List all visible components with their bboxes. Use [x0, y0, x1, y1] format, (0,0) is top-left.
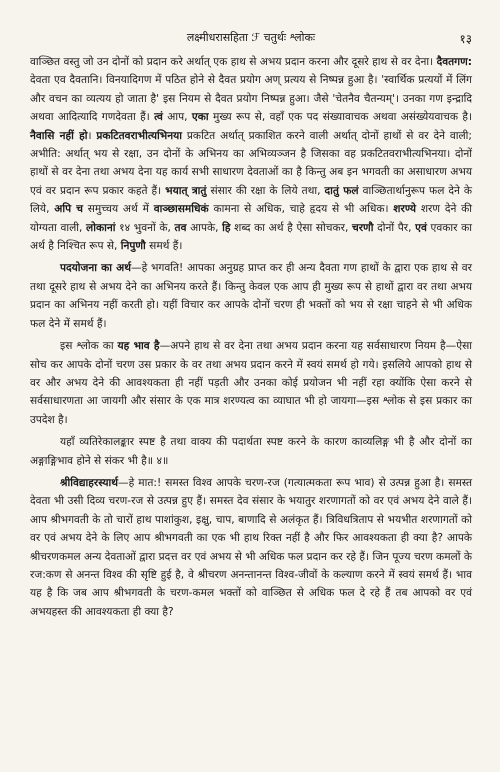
text-run: यहाँ व्यतिरेकालङ्कार स्पष्ट है तथा वाक्य की पदार्थता स्पष्ट करने के कारण काव्यलिङ्ग भी है और दोनों का अङ्गाङ्गिभाव होने से संकर भी है॥ ४॥	[30, 436, 472, 467]
bold-term: हि	[222, 221, 231, 234]
paragraph-p1	[30, 53, 472, 255]
paragraph-p2	[30, 259, 472, 333]
text-run: वाञ्छितार्थानुरूप फल देने के लिये,	[30, 184, 473, 216]
bold-term: चरणौ	[352, 221, 374, 234]
bold-term: शरण्ये	[393, 203, 417, 216]
bold-term: श्रीविद्याहरस्यार्थ	[60, 476, 119, 489]
text-run: संसार की रक्षा के लिये तथा,	[206, 184, 325, 197]
text-run: ।	[87, 129, 97, 142]
text-run: एवकार का अर्थ है निश्चित रूप से,	[30, 221, 473, 253]
text-run: दोनों पैर,	[373, 221, 416, 234]
bold-term: भयात् त्रातुं	[165, 184, 207, 197]
paragraph-p5	[30, 474, 472, 621]
text-run: शरण देने की योग्यता वाली,	[30, 203, 473, 234]
text-run: वाञ्छित वस्तु जो उन दोनों को प्रदान करे अर्थात् एक हाथ से अभय प्रदान करना और दूसरे हाथ से वर देना।	[30, 56, 437, 68]
text-run: समर्थ हैं।	[145, 240, 183, 253]
bold-term: एका	[191, 111, 209, 124]
text-run: —हे भगवति! आपका अनुग्रह प्राप्त कर ही अन्य दैवता गण हाथों के द्वारा एक हाथ से वर तथा दूसरे हाथ से अभय देने का अभिनय करते हैं। किन्तु केवल एक आप ही मुख्य रूप से हाथों द्वारा वर तथा अभय प्रदान का अभिनय नहीं करती हो। यहीं विचार कर आपके दोनों चरण ही भक्तों को भय से रक्षा चाहने से भी अधिक फल देने में समर्थ हैं।	[30, 262, 472, 330]
commentary-body	[30, 53, 472, 621]
page-number: १३	[459, 32, 472, 46]
bold-term: दैवतगण:	[436, 56, 472, 68]
paragraph-p4	[30, 433, 472, 470]
bold-term: प्रकटितवराभीत्यभिनया	[96, 129, 183, 142]
text-run: देवता एव दैवतानि। विनयादिगण में पठित होने से दैवत प्रयोग अण् प्रत्यय से निष्पन्न हुआ है। 'स्वार्थिक प्रत्ययों में लिंग और वचन का व्यत्यय हो जाता है' इस नियम से दैवत प्रयोग निष्पन्न हुआ। जैसे 'चेतनैव चैतन्यम्'। उनका गण इन्द्रादि अथवा आदित्यादि गणदेवता हैं।	[30, 74, 472, 124]
paragraph-p3	[30, 337, 472, 429]
text-run: मुख्य रूप से, वहाँ एक पद संख्यावाचक अथवा असंख्येयवाचक है।	[208, 111, 472, 124]
text-run: —हे मात:! समस्त विश्व आपके चरण-रज (गत्यात्मकता रूप भाव) से उत्पन्न हुआ है। समस्त देवता भी उसी दिव्य चरण-रज से उत्पन्न हुए हैं। समस्त देव संसार के भयातुर शरणागतों को वर एवं अभय देने वाले हैं। आप श्रीभगवती के तो चारों हाथ पाशांकुश, इक्षु, चाप, बाणादि से अलंकृत हैं। त्रिविधत्रिताप से भयभीत शरणागतों को वर एवं अभय देने के लिए आप श्रीभगवती का एक भी हाथ रिक्त नहीं है और फिर आवश्यकता ही क्या है? आपके श्रीचरणकमल अन्य देवताओं द्वारा प्रदत्त वर एवं अभय से भी अधिक फल प्रदान कर रहे हैं। जिन पूज्य चरण कमलों के रज:कण से अनन्त विश्व की सृष्टि हुई है, वे श्रीचरण अनन्तानन्त विश्व-जीवों के कल्याण करने में स्वयं समर्थ हैं। भाव यह है कि जब आप श्रीभगवती के चरण-कमल भक्तों को वाञ्छित से अधिक फल दे रहे हैं तब आपको वर एवं अभयहस्त की आवश्यकता ही क्या है?	[30, 476, 472, 618]
text-run: प्रकटित अर्थात् प्रकाशित करने वाली अर्थात् दोनों हाथों से वर देने वाली; अभीति: अर्थात् भय से रक्षा, उन दोनों के अभिनय का अभिव्यञ्जन है जिसका वह प्रकटितवराभीत्यभिनया। दोनों हाथों से वर देना तथा अभय देना यह कार्य सभी साधारण देवताओं का है किन्तु अब इन भगवती का असाधारण अभय एवं वर प्रदान रूप प्रकार कहते हैं।	[30, 129, 472, 197]
text-run: आप,	[162, 111, 192, 124]
bold-term: नैवासि नहीं हो	[30, 129, 88, 142]
bold-term: दातुं फलं	[324, 184, 359, 197]
bold-term: लोकानां	[86, 221, 116, 234]
text-run: इस श्लोक का	[60, 340, 118, 353]
running-header	[30, 30, 472, 45]
text-run: समुच्चय अर्थ में	[82, 203, 154, 216]
bold-term: अपि च	[54, 203, 83, 216]
text-run: १४ भुवनों के,	[115, 221, 175, 234]
text-run: —अपने हाथ से वर देना तथा अभय प्रदान करना यह सर्वसाधारण नियम है—ऐसा सोच कर आपके दोनों चरण उस प्रकार के वर तथा अभय प्रदान करने में स्वयं समर्थ हो गये। इसलिये आपको हाथ से वर और अभय देने की आवश्यकता ही नहीं पड़ती और उनका कोई प्रयोजन भी नहीं रहा क्योंकि ऐसा करने से सर्वसाधारणता आ जायगी और संसार के एक मात्र शरण्यत्व का व्याघात भी हो जायगा—इस श्लोक से इस प्रकार का उपदेश है।	[30, 340, 472, 426]
bold-term: यह भाव है	[117, 340, 160, 353]
text-run: कामना से अधिक, चाहे हृदय से भी अधिक।	[208, 203, 394, 216]
text-run: आपके,	[186, 221, 223, 234]
bold-term: तव	[174, 221, 187, 234]
bold-term: पदयोजना का अर्थ	[60, 262, 131, 275]
header-title: लक्ष्मीधरासहिता ℱ चतुर्थः श्लोकः	[186, 31, 316, 44]
text-run: शब्द का अर्थ है ऐसा सोचकर,	[230, 221, 352, 234]
bold-term: त्वं	[154, 111, 163, 124]
bold-term: वाञ्छासमधिकं	[153, 203, 209, 216]
bold-term: एवं	[415, 221, 427, 234]
bold-term: निपुणौ	[120, 240, 146, 253]
